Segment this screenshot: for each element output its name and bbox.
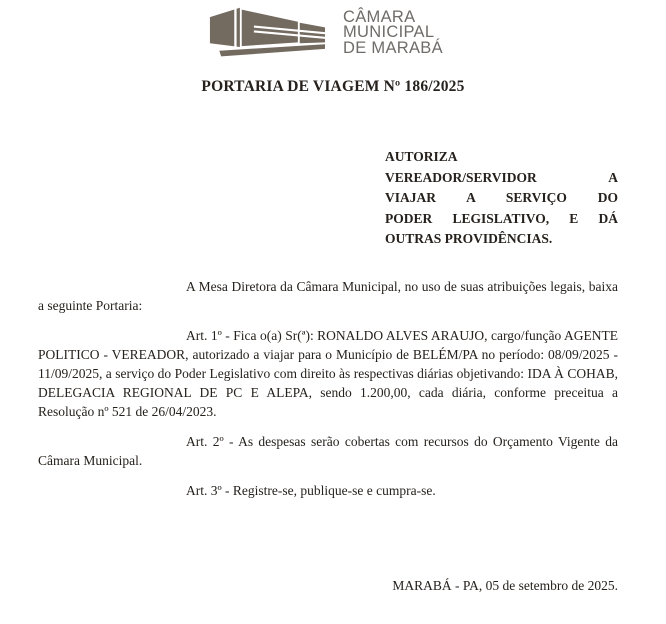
epigraph-line: PODER LEGISLATIVO, E DÁ [385,210,618,226]
camara-building-icon [206,4,328,62]
epigraph-line: VEREADOR/SERVIDOR A [385,169,618,185]
logo [206,4,443,62]
epigraph-line: VIAJAR A SERVIÇO DO [385,190,618,205]
paragraph-art2: Art. 2º - As despesas serão cobertas com recursos do Orçamento Vigente da Câmara Municipal. [38,434,618,468]
logo-text [343,7,443,57]
paragraph-art3: Art. 3º - Registre-se, publique-se e cumpra-se. [186,483,436,498]
epigraph-block [385,147,618,250]
dateline: MARABÁ - PA, 05 de setembro de 2025. [392,578,618,593]
epigraph-line: OUTRAS PROVIDÊNCIAS. [385,231,553,246]
logo-text-line2: MUNICIPAL [343,23,435,42]
logo-text-line1: CÂMARA [343,7,416,26]
document-body [38,277,618,511]
document-title: PORTARIA DE VIAGEM Nº 186/2025 [201,78,465,95]
paragraph-preamble: A Mesa Diretora da Câmara Municipal, no uso de suas atribuições legais, baixa a seguinte Portaria: [38,279,618,313]
paragraph-art1: Art. 1º - Fica o(a) Sr(ª): RONALDO ALVES ARAUJO, cargo/função AGENTE POLITICO - VEREADOR, autorizado a viajar para o Município de BELÉM/PA no período: 08/09/2025 - 11/09/2025, a serviço do Poder Legislativo com direito às respectivas diárias objetivando: IDA À COHAB, DELEGACIA REGIONAL DE PC E ALEPA, sendo 1.200,00, cada diária, conforme preceitua a Resolução nº 521 de 26/04/2023. [38,328,618,419]
epigraph-line: AUTORIZA [385,149,458,164]
logo-text-line3: DE MARABÁ [343,38,443,57]
